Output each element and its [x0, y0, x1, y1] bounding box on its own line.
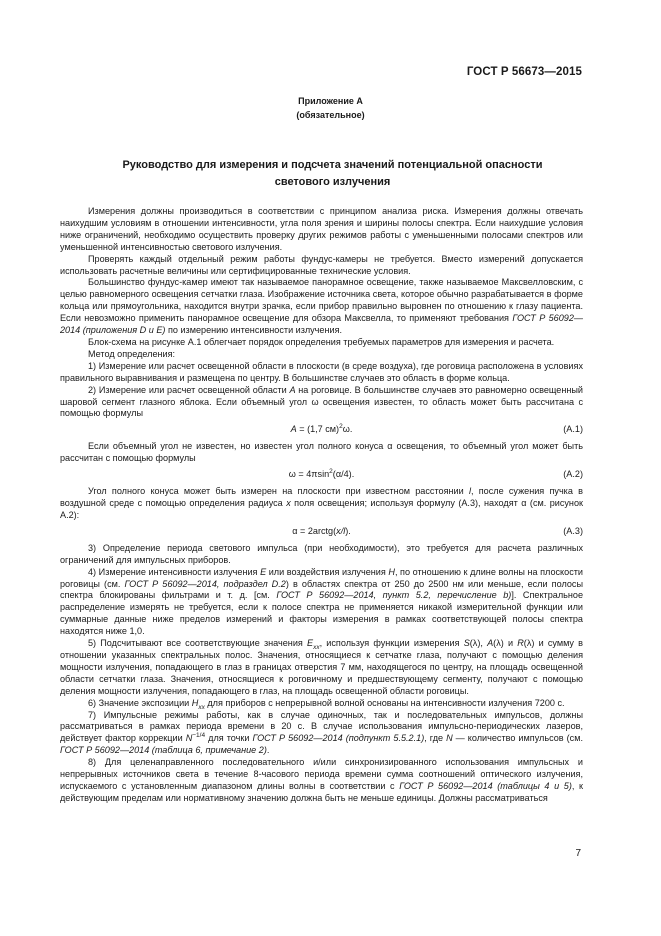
paragraph-9: Угол полного конуса может быть измерен на плоскости при известном расстоянии l, после сужения пучка в воздушной среде с помощью определения радиуса x поля освещения; используя формулу (А.3), находят α (см. рисунок А.2): — [60, 486, 583, 520]
page-number: 7 — [575, 848, 581, 859]
section-title-line1: Руководство для измерения и подсчета значений потенциальной опасности — [122, 159, 543, 171]
paragraph-6: 1) Измерение или расчет освещенной области в плоскости (в среде воздуха), где роговица расположена в условиях правильного выравнивания и размещена по центру. В большинстве случаев это область в форме кольца. — [60, 360, 583, 383]
appendix-title: Приложение А — [298, 96, 363, 106]
paragraph-11: 4) Измерение интенсивности излучения E или воздействия излучения H, по отношению к длине волны на плоскости роговицы (см. ГОСТ Р 56092—2014, подраздел D.2) в областях спектра от 250 до 2500 нм или меньше, если полосы спектра блокированы фильтрами и т. д. [см. ГОСТ Р 56092—2014, пункт 5.2, перечисление b)]. Спектральное распределение измерять не требуется, если к полосе спектра не применяется никакой измерительной функции или суммарные данные ниже пределов измерений и факторы измерения в рамках соответствующей полосы спектра находятся ниже 1,0. — [60, 566, 584, 637]
section-title — [60, 157, 605, 191]
appendix-status: (обязательное) — [296, 110, 365, 120]
paragraph-5: Метод определения: — [88, 348, 176, 359]
formula-number: (А.1) — [563, 424, 583, 435]
paragraph-7: 2) Измерение или расчет освещенной области А на роговице. В большинстве случаев это равномерно освещенный шаровой сегмент глазного яблока. Если объемный угол ω освещения известен, то область может быть рассчитана с помощью формулы — [60, 384, 583, 419]
formula-number: (А.2) — [563, 469, 583, 480]
paragraph-15: 8) Для целенаправленного последовательного и/или синхронизированного использования импульсных и непрерывных источников света в течение 8-часового периода времени сумма соотношений оптического излучения, испускаемого с установленным диапазоном длины волны в соответствии с ГОСТ Р 56092—2014 (таблицы 4 и 5), к действующим пределам или нормативному значению должна быть не меньше единицы. Должны рассматриваться — [60, 757, 583, 803]
formula-number: (А.3) — [563, 525, 583, 536]
paragraph-13: 6) Значение экспозиции $H_{xx}$ для приборов с непрерывной волной основаны на интенсивности излучения 7200 с. — [88, 697, 565, 711]
standard-header: ГОСТ Р 56673—2015 — [466, 66, 582, 78]
paragraph-2: Проверять каждый отдельный режим работы фундус-камеры не требуется. Вместо измерений допускается использовать расчетные величины или сертифицированные технические условия. — [60, 253, 583, 276]
section-title-line2: светового излучения — [274, 176, 391, 188]
formula-a1: А = (1,7 см)$^2$ω. (А.1) — [290, 423, 583, 435]
standard-reference: ГОСТ Р 56092—2014 (приложения D и E) — [60, 313, 583, 336]
paragraph-12: 5) Подсчитывают все соответствующие значения $E_{xx}$, используя функции измерения S(λ), A(λ) и R(λ) и сумму в отношении указанных спектральных полос. Значения, относящиеся к сетчатке глаза, получают с помощью деления мощности излучения, попадающего в глаз в границах отверстия 7 мм, находящегося по центру, на площадь освещенной области сетчатки глаза. Значения, относящиеся к роговичному и предшествующему сегменту, получают с помощью деления мощности излучения, попадающего в глаз, на площадь освещенной области роговицы. — [60, 638, 583, 696]
body-text — [60, 206, 583, 805]
paragraph-10: 3) Определение периода светового импульса (при необходимости), это требуется для расчета различных ограничений для импульсных приборов. — [60, 542, 583, 565]
paragraph-14: 7) Импульсные режимы работы, как в случае одиночных, так и последовательных импульсов, должны рассматриваться в рамках периода времени в 20 с. В случае использования импульсно-периодических лазеров, действует фактор коррекции $N^{-1/4}$ для точки ГОСТ Р 56092—2014 (подпункт 5.5.2.1), где N — количество импульсов (см. ГОСТ Р 56092—2014 (таблица 6, примечание 2). — [60, 709, 583, 756]
paragraph-4: Блок-схема на рисунке А.1 облегчает порядок определения требуемых параметров для измерения и расчета. — [88, 336, 555, 347]
paragraph-3: Большинство фундус-камер имеют так называемое панорамное освещение, также называемое Максвелловским, с целью равномерного освещения сетчатки глаза. Изображение источника света, которое обычно разрабатывается в форме кольца или прямоугольника, находится внутри зрачка, если прибор правильно выровнен по отношению к глазу пациента. Если невозможно применить панорамное освещение для обзора Максвелла, то применяют требования ГОСТ Р 56092—2014 (приложения D и E) по измерению интенсивности излучения. — [60, 277, 583, 336]
paragraph-1: Измерения должны производиться в соответствии с принципом анализа риска. Измерения должны отвечать наихудшим условиям в отношении интенсивности, угла поля зрения и ширины полосы спектра. Если наихудшие условия ниже ограничений, необходимо осуществить проверку других режимов работы с уменьшенными полосами спектров или уменьшенной интенсивностью светового излучения. — [60, 206, 583, 252]
formula-a3: α = 2arctg(x/l). (А.3) — [292, 525, 583, 536]
formula-a2: ω = 4πsin$^2$(α/4). (А.2) — [288, 468, 583, 480]
paragraph-8: Если объемный угол не известен, но известен угол полного конуса α освещения, то объемный угол может быть рассчитан с помощью формулы — [60, 441, 583, 464]
